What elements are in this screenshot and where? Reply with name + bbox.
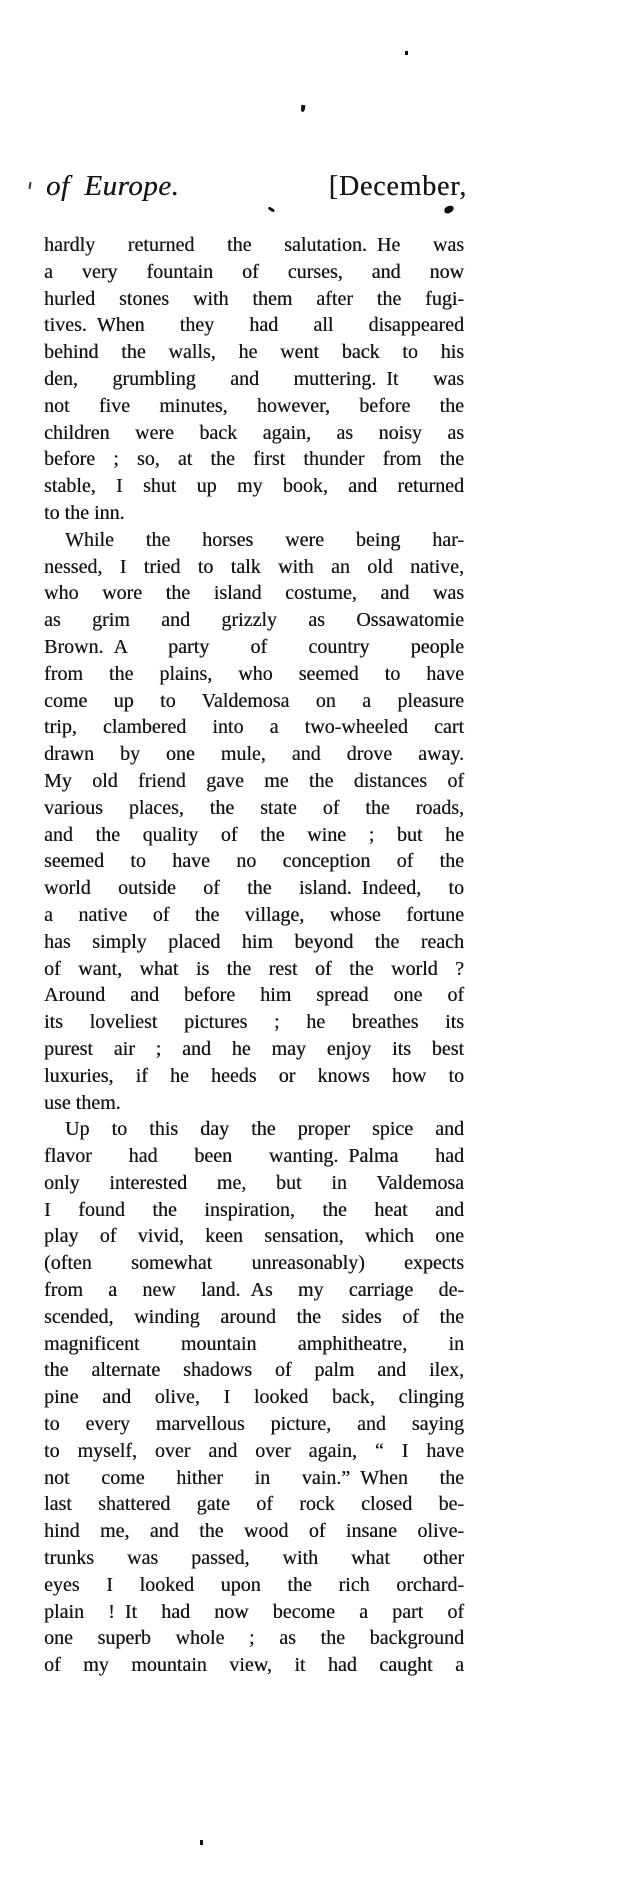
text-line: world outside of the island. Indeed, to: [44, 877, 464, 900]
text-line: children were back again, as noisy as: [44, 421, 464, 444]
text-line: hurled stones with them after the fugi-: [44, 287, 464, 310]
text-line: stable, I shut up my book, and returned: [44, 475, 464, 498]
text-line: from a new land. As my carriage de-: [44, 1279, 464, 1302]
text-line: as grim and grizzly as Ossawatomie: [44, 609, 464, 632]
text-line: Brown. A party of country people: [44, 635, 464, 658]
text-line: not five minutes, however, before the: [44, 394, 464, 417]
text-line: plain ! It had now become a part of: [44, 1600, 464, 1623]
text-line: not come hither in vain.” When the: [44, 1466, 464, 1489]
text-line: magnificent mountain amphitheatre, in: [44, 1332, 464, 1355]
text-line: seemed to have no conception of the: [44, 850, 464, 873]
text-line: Around and before him spread one of: [44, 984, 464, 1007]
text-line: den, grumbling and muttering. It was: [44, 367, 464, 390]
running-header-title: of Europe.: [46, 170, 180, 202]
page-body-text: [44, 232, 464, 1679]
text-line: of my mountain view, it had caught a: [44, 1654, 464, 1677]
text-line: come up to Valdemosa on a pleasure: [44, 689, 464, 712]
text-line: a very fountain of curses, and now: [44, 260, 464, 283]
text-line: from the plains, who seemed to have: [44, 662, 464, 685]
text-line: play of vivid, keen sensation, which one: [44, 1225, 464, 1248]
text-line: use them.: [44, 1091, 121, 1114]
text-line: a native of the village, whose fortune: [44, 903, 464, 926]
text-line: My old friend gave me the distances of: [44, 769, 464, 792]
ink-speck: [28, 182, 31, 189]
text-line: to every marvellous picture, and saying: [44, 1413, 464, 1436]
text-line: the alternate shadows of palm and ilex,: [44, 1359, 464, 1382]
running-header-issue: [December,: [328, 171, 467, 202]
ink-speck: [268, 206, 275, 212]
text-line: its loveliest pictures ; he breathes its: [44, 1011, 464, 1034]
text-line: of want, what is the rest of the world ?: [44, 957, 464, 980]
text-line: drawn by one mule, and drove away.: [44, 743, 464, 766]
text-line: I found the inspiration, the heat and: [44, 1198, 464, 1221]
text-line: nessed, I tried to talk with an old native,: [44, 555, 464, 578]
text-line: eyes I looked upon the rich orchard-: [44, 1573, 464, 1596]
text-line: While the horses were being har-: [65, 528, 464, 551]
text-line: has simply placed him beyond the reach: [44, 930, 464, 953]
ink-blot: [443, 205, 455, 215]
text-line: hardly returned the salutation. He was: [44, 234, 464, 256]
text-line: and the quality of the wine ; but he: [44, 823, 464, 846]
text-line: scended, winding around the sides of the: [44, 1305, 464, 1328]
text-line: trunks was passed, with what other: [44, 1547, 464, 1570]
text-line: purest air ; and he may enjoy its best: [44, 1037, 464, 1060]
text-line: who wore the island costume, and was: [44, 582, 464, 605]
ink-speck: [301, 105, 306, 112]
text-line: pine and olive, I looked back, clinging: [44, 1386, 464, 1409]
text-line: before ; so, at the first thunder from the: [44, 448, 464, 471]
scan-artifact-dot: [200, 1840, 203, 1845]
text-line: (often somewhat unreasonably) expects: [44, 1252, 464, 1275]
text-line: to the inn.: [44, 501, 125, 524]
running-header: [46, 170, 467, 203]
text-line: trip, clambered into a two-wheeled cart: [44, 716, 464, 739]
scan-artifact-dot: [405, 51, 408, 55]
text-line: tives. When they had all disappeared: [44, 314, 464, 337]
text-line: flavor had been wanting. Palma had: [44, 1145, 464, 1168]
text-line: hind me, and the wood of insane olive-: [44, 1520, 464, 1543]
text-line: Up to this day the proper spice and: [65, 1118, 464, 1141]
text-line: one superb whole ; as the background: [44, 1627, 464, 1650]
text-line: luxuries, if he heeds or knows how to: [44, 1064, 464, 1087]
text-line: only interested me, but in Valdemosa: [44, 1171, 464, 1194]
text-line: behind the walls, he went back to his: [44, 341, 464, 364]
text-line: to myself, over and over again, “ I have: [44, 1439, 464, 1462]
text-line: various places, the state of the roads,: [44, 796, 464, 819]
text-line: last shattered gate of rock closed be-: [44, 1493, 464, 1516]
